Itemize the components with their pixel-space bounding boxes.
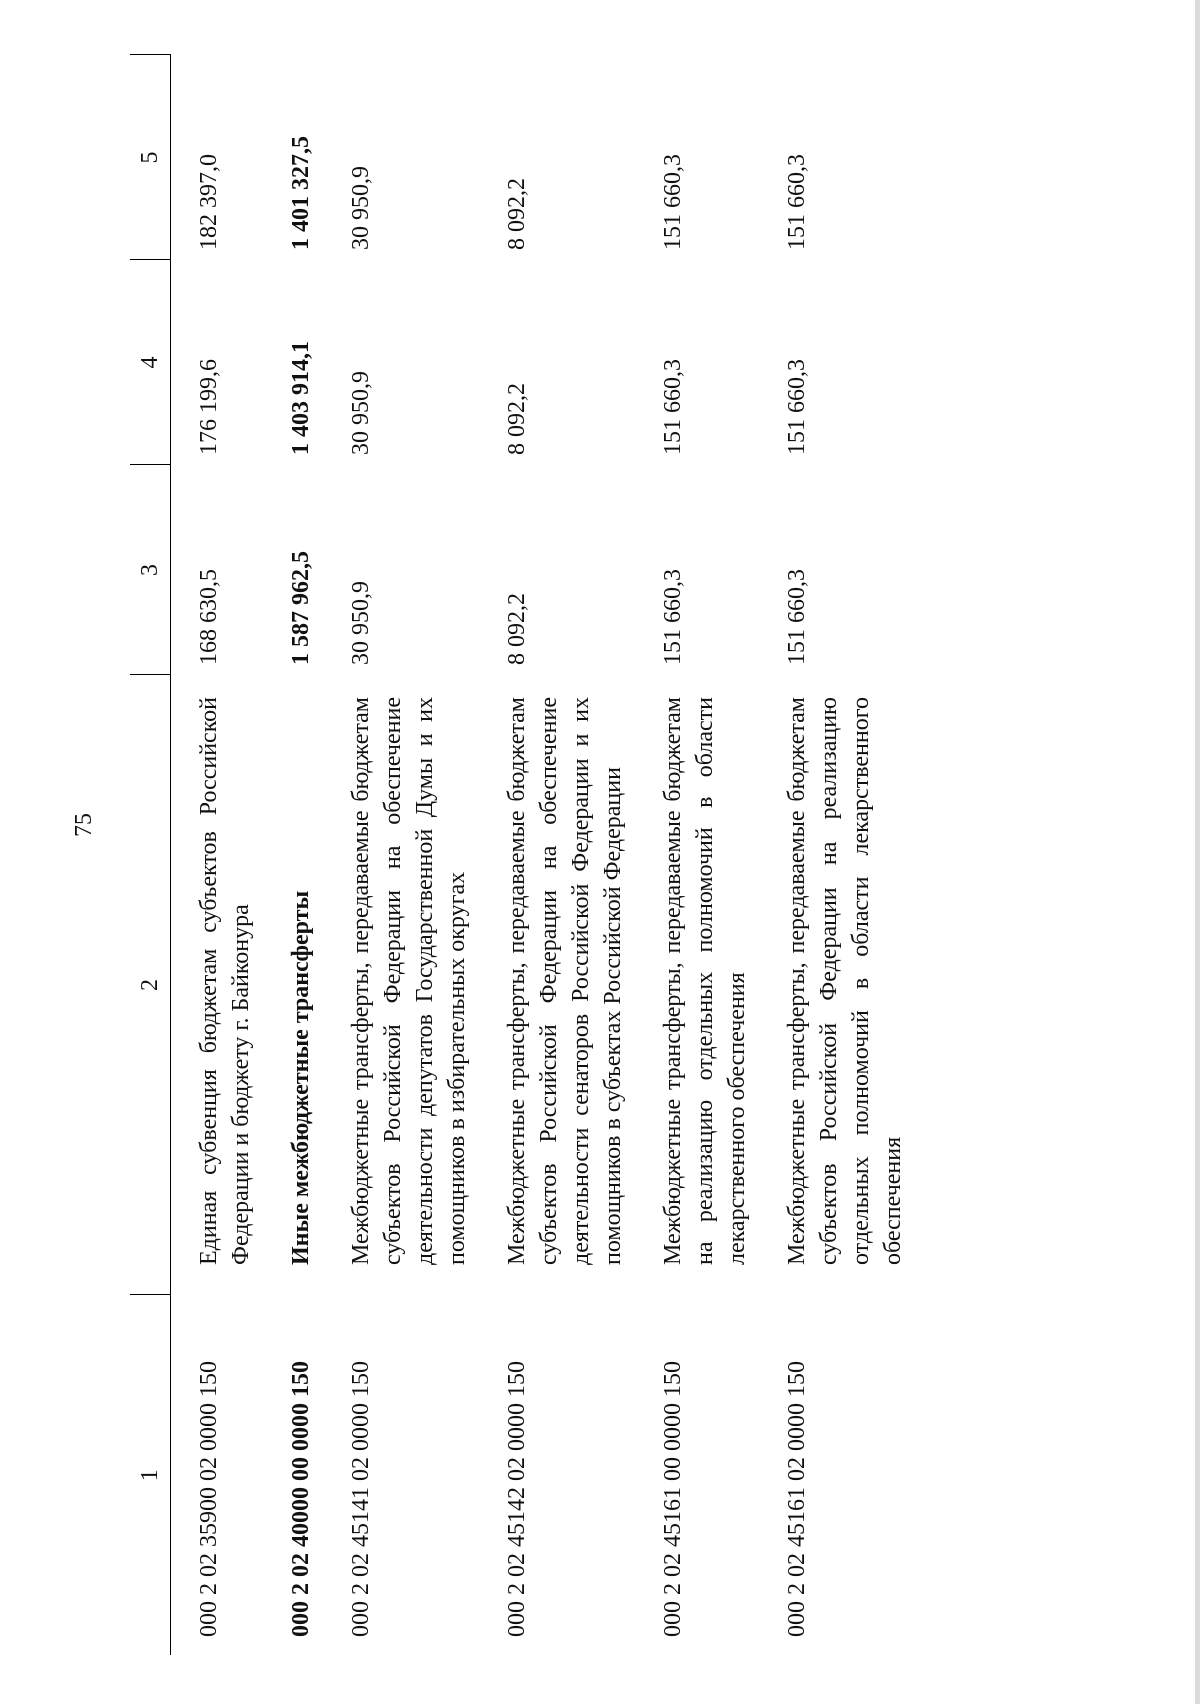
- table-row: [171, 55, 272, 1655]
- rotated-table-container: [130, 55, 1200, 1655]
- value-col5-cell: 1 401 327,5: [288, 136, 314, 250]
- header-row: [130, 55, 171, 1655]
- value-col3-cell: 151 660,3: [660, 569, 686, 665]
- table-row: [767, 55, 923, 1655]
- value-col5-cell: 151 660,3: [784, 154, 810, 250]
- description-cell: Межбюджетные трансферты, передаваемые бюджетам субъектов Российской Федерации на реализацию отдельных полномочий в области лекарственного обеспечения: [784, 697, 906, 1265]
- table-row: [487, 55, 643, 1655]
- value-col4-cell: 1 403 914,1: [288, 341, 314, 455]
- value-col4-cell: 8 092,2: [504, 383, 530, 455]
- description-cell: Единая субвенция бюджетам субъектов Российской Федерации и бюджету г. Байконура: [196, 697, 254, 1265]
- column-header-5: 5: [130, 55, 171, 260]
- description-cell: Межбюджетные трансферты, передаваемые бюджетам субъектов Российской Федерации на обеспечение деятельности депутатов Государственной Думы и их помощников в избирательных округах: [348, 697, 470, 1265]
- budget-code-cell: 000 2 02 45161 00 0000 150: [660, 1361, 686, 1637]
- table-row: [271, 55, 331, 1655]
- table-row: [643, 55, 767, 1655]
- description-cell: Межбюджетные трансферты, передаваемые бюджетам субъектов Российской Федерации на обеспечение деятельности сенаторов Российской Федерации и их помощников в субъектах Российской Федерации: [504, 697, 626, 1265]
- budget-table: [130, 55, 923, 1656]
- value-col4-cell: 151 660,3: [660, 359, 686, 455]
- budget-code-cell: 000 2 02 40000 00 0000 150: [288, 1361, 314, 1637]
- budget-code-cell: 000 2 02 45161 02 0000 150: [784, 1361, 810, 1637]
- column-header-4: 4: [130, 260, 171, 465]
- column-header-1: 1: [130, 1295, 171, 1655]
- column-header-2: 2: [130, 675, 171, 1295]
- budget-code-cell: 000 2 02 45141 02 0000 150: [348, 1361, 374, 1637]
- budget-code-cell: 000 2 02 35900 02 0000 150: [196, 1361, 222, 1637]
- budget-code-cell: 000 2 02 45142 02 0000 150: [504, 1361, 530, 1637]
- value-col5-cell: 8 092,2: [504, 178, 530, 250]
- value-col3-cell: 168 630,5: [196, 569, 222, 665]
- value-col5-cell: 30 950,9: [348, 166, 374, 250]
- value-col4-cell: 151 660,3: [784, 359, 810, 455]
- value-col3-cell: 30 950,9: [348, 581, 374, 665]
- description-cell: Межбюджетные трансферты, передаваемые бюджетам на реализацию отдельных полномочий в области лекарственного обеспечения: [660, 697, 750, 1265]
- value-col4-cell: 30 950,9: [348, 371, 374, 455]
- value-col5-cell: 182 397,0: [196, 154, 222, 250]
- value-col3-cell: 151 660,3: [784, 569, 810, 665]
- column-header-3: 3: [130, 465, 171, 675]
- value-col3-cell: 8 092,2: [504, 593, 530, 665]
- description-cell: Иные межбюджетные трансферты: [288, 890, 314, 1265]
- value-col5-cell: 151 660,3: [660, 154, 686, 250]
- table-row: [331, 55, 487, 1655]
- value-col3-cell: 1 587 962,5: [288, 551, 314, 665]
- table-body: [171, 55, 924, 1655]
- value-col4-cell: 176 199,6: [196, 359, 222, 455]
- page-number: 75: [71, 813, 97, 837]
